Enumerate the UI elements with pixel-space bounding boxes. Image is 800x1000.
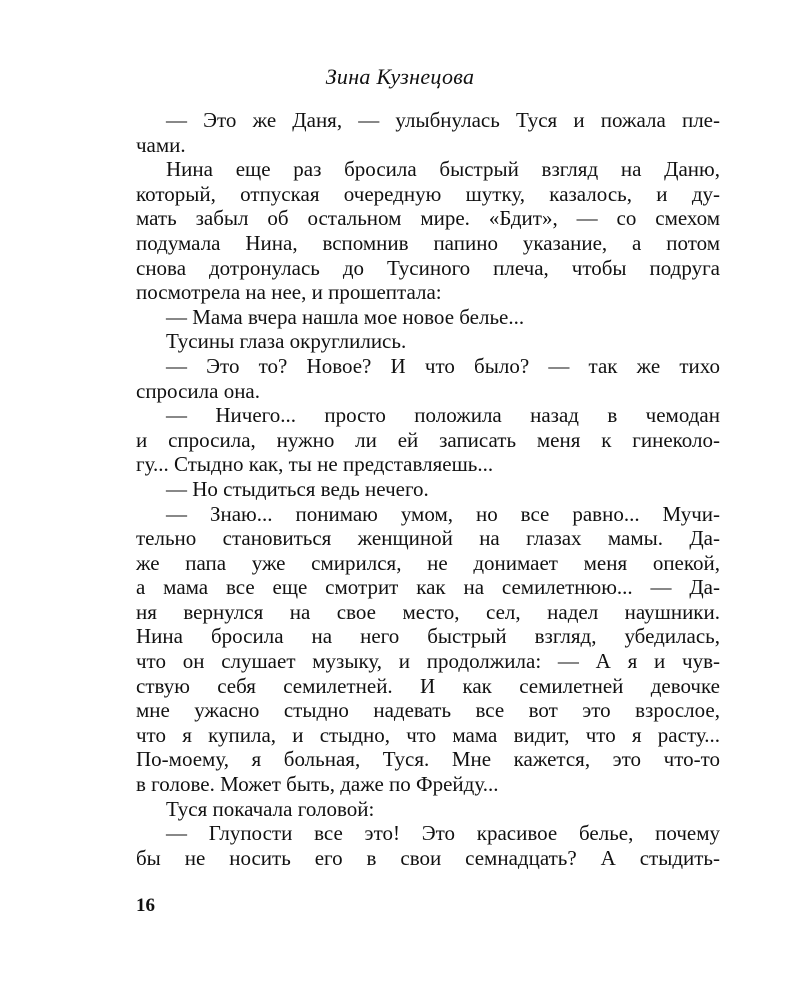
text-line: что он слушает музыку, и продолжила: — А я и чув-: [136, 649, 720, 674]
text-line: — Это же Даня, — улыбнулась Туся и пожала пле-: [166, 108, 720, 132]
text-line: подумала Нина, вспомнив папино указание, а потом: [136, 230, 720, 255]
text-line: — Мама вчера нашла мое новое белье...: [166, 304, 525, 329]
text-line: мне ужасно стыдно надевать все вот это взрослое,: [136, 698, 720, 723]
text-line: — Это то? Новое? И что было? — так же тихо: [166, 353, 720, 378]
text-line: что я купила, и стыдно, что мама видит, что я расту...: [136, 722, 720, 747]
text-line: ствую себя семилетней. И как семилетней девочке: [136, 673, 720, 698]
page-number: 16: [136, 895, 155, 916]
text-line: — Глупости все это! Это красивое белье, почему: [166, 821, 720, 846]
body-text: [136, 108, 720, 870]
text-line: — Ничего... просто положила назад в чемодан: [166, 403, 720, 428]
text-line: же папа уже смирился, не донимает меня опекой,: [136, 550, 720, 575]
text-line: снова дотронулась до Тусиного плеча, чтобы подруга: [136, 255, 720, 280]
text-line: чами.: [136, 132, 186, 157]
text-line: Тусины глаза округлились.: [166, 329, 407, 354]
text-line: спросила она.: [136, 378, 261, 403]
text-line: бы не носить его в свои семнадцать? А стыдить-: [136, 845, 720, 870]
text-line: — Но стыдиться ведь нечего.: [166, 476, 429, 501]
text-line: в голове. Может быть, даже по Фрейду...: [136, 772, 499, 797]
text-line: а мама все еще смотрит как на семилетнюю... — Да-: [136, 575, 720, 600]
text-line: посмотрела на нее, и прошептала:: [136, 280, 442, 305]
running-head-author: Зина Кузнецова: [325, 64, 475, 89]
text-line: Туся покачала головой:: [166, 796, 375, 821]
text-line: По-моему, я больная, Туся. Мне кажется, это что-то: [136, 747, 720, 772]
text-line: мать забыл об остальном мире. «Бдит», — со смехом: [136, 206, 720, 231]
text-line: Нина еще раз бросила быстрый взгляд на Даню,: [166, 157, 720, 182]
text-line: — Знаю... понимаю умом, но все равно... Мучи-: [166, 501, 720, 526]
text-line: ня вернулся на свое место, сел, надел наушники.: [136, 599, 720, 624]
text-line: и спросила, нужно ли ей записать меня к гинеколо-: [136, 427, 720, 452]
text-line: тельно становиться женщиной на глазах мамы. Да-: [136, 526, 720, 551]
text-line: гу... Стыдно как, ты не представляешь...: [136, 452, 494, 477]
text-line: который, отпуская очередную шутку, казалось, и ду-: [136, 181, 720, 206]
text-line: Нина бросила на него быстрый взгляд, убедилась,: [136, 624, 720, 649]
